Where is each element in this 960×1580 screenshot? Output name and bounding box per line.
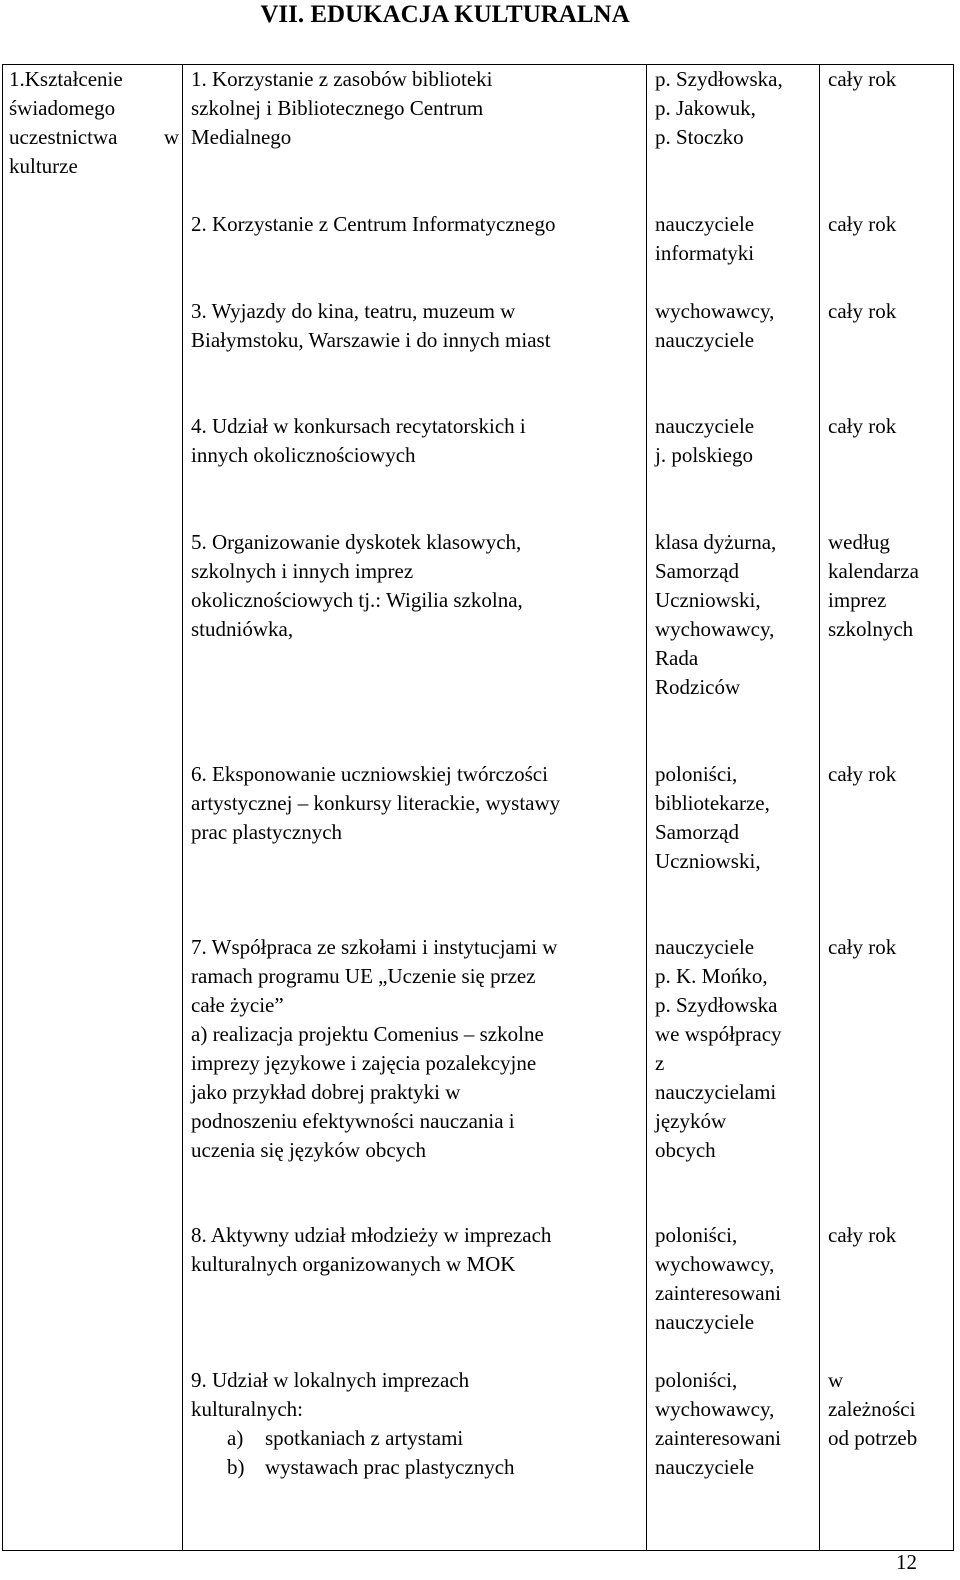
- responsible-line: p. Szydłowska: [655, 993, 778, 1017]
- task-cell: [191, 297, 551, 355]
- subitem-text: wystawach prac plastycznych: [265, 1455, 515, 1479]
- task-line: całe życie”: [191, 993, 284, 1017]
- task-line: 7. Współpraca ze szkołami i instytucjami w: [191, 935, 558, 959]
- task-line: innych okolicznościowych: [191, 443, 416, 467]
- task-line: 1. Korzystanie z zasobów biblioteki: [191, 67, 493, 91]
- task-line: Medialnego: [191, 125, 292, 149]
- category-word: w: [163, 125, 179, 149]
- task-line: szkolnej i Bibliotecznego Centrum: [191, 96, 484, 120]
- column-divider: [182, 65, 183, 1550]
- task-line: 4. Udział w konkursach recytatorskich i: [191, 414, 526, 438]
- task-cell: [191, 412, 526, 470]
- deadline-cell: [828, 528, 919, 644]
- column-divider: [819, 65, 820, 1550]
- responsible-line: poloniści,: [655, 762, 738, 786]
- responsible-line: zainteresowani: [655, 1426, 781, 1450]
- task-line: 2. Korzystanie z Centrum Informatycznego: [191, 212, 556, 236]
- responsible-line: wychowawcy,: [655, 617, 775, 641]
- responsible-line: z: [655, 1051, 665, 1075]
- category-line: [9, 123, 179, 152]
- responsible-cell: [655, 933, 782, 1165]
- responsible-line: Samorząd: [655, 559, 739, 583]
- task-cell: [191, 65, 493, 152]
- task-line: jako przykład dobrej praktyki w: [191, 1080, 461, 1104]
- deadline-line: w: [828, 1368, 844, 1392]
- responsible-line: p. Szydłowska,: [655, 67, 783, 91]
- responsible-line: wychowawcy,: [655, 1397, 775, 1421]
- task-line: prac plastycznych: [191, 820, 343, 844]
- task-cell: [191, 1221, 551, 1279]
- responsible-line: Samorząd: [655, 820, 739, 844]
- task-cell: [191, 210, 555, 239]
- responsible-line: p. Stoczko: [655, 125, 744, 149]
- deadline-line: od potrzeb: [828, 1426, 918, 1450]
- task-line: studniówka,: [191, 617, 294, 641]
- responsible-line: klasa dyżurna,: [655, 530, 777, 554]
- responsible-cell: [655, 528, 776, 702]
- task-line: szkolnych i innych imprez: [191, 559, 414, 583]
- deadline-cell: [828, 412, 896, 441]
- responsible-line: Rodziców: [655, 675, 741, 699]
- responsible-line: p. Jakowuk,: [655, 96, 756, 120]
- subitem-marker: a): [227, 1426, 244, 1450]
- category-line: kulturze: [9, 154, 78, 178]
- responsible-line: nauczycielami: [655, 1080, 777, 1104]
- responsible-line: nauczyciele: [655, 414, 755, 438]
- responsible-line: wychowawcy,: [655, 1252, 775, 1276]
- category-cell: [9, 65, 179, 181]
- deadline-cell: [828, 1221, 896, 1250]
- responsible-line: p. K. Mońko,: [655, 964, 768, 988]
- responsible-line: nauczyciele: [655, 328, 755, 352]
- deadline-cell: [828, 297, 896, 326]
- task-cell: [191, 760, 560, 847]
- task-line: artystycznej – konkursy literackie, wystawy: [191, 791, 561, 815]
- deadline-line: cały rok: [828, 762, 897, 786]
- responsible-line: nauczyciele: [655, 1310, 755, 1334]
- task-line: 3. Wyjazdy do kina, teatru, muzeum w: [191, 299, 516, 323]
- task-line: 9. Udział w lokalnych imprezach: [191, 1368, 470, 1392]
- subitem: [191, 1453, 515, 1482]
- task-line: imprezy językowe i zajęcia pozalekcyjne: [191, 1051, 537, 1075]
- deadline-line: kalendarza: [828, 559, 919, 583]
- responsible-cell: [655, 412, 754, 470]
- deadline-line: cały rok: [828, 67, 897, 91]
- deadline-line: według: [828, 530, 890, 554]
- responsible-line: poloniści,: [655, 1223, 738, 1247]
- deadline-line: imprez: [828, 588, 887, 612]
- responsible-line: wychowawcy,: [655, 299, 775, 323]
- responsible-cell: [655, 65, 783, 152]
- task-line: kulturalnych:: [191, 1397, 303, 1421]
- subitem-text: spotkaniach z artystami: [265, 1426, 464, 1450]
- responsible-line: nauczyciele: [655, 935, 755, 959]
- task-line: 5. Organizowanie dyskotek klasowych,: [191, 530, 522, 554]
- task-line: Białymstoku, Warszawie i do innych miast: [191, 328, 551, 352]
- category-line: świadomego: [9, 96, 116, 120]
- task-line: kulturalnych organizowanych w MOK: [191, 1252, 516, 1276]
- page-number: 12: [896, 1550, 917, 1574]
- column-divider: [646, 65, 647, 1550]
- page-title: VII. EDUKACJA KULTURALNA: [260, 1, 630, 28]
- task-line: podnoszeniu efektywności nauczania i: [191, 1109, 515, 1133]
- task-cell: [191, 933, 557, 1165]
- task-cell: [191, 1366, 515, 1482]
- subitem: [191, 1424, 515, 1453]
- task-line: uczenia się języków obcych: [191, 1138, 426, 1162]
- responsible-line: we współpracy: [655, 1022, 782, 1046]
- responsible-cell: [655, 1221, 781, 1337]
- deadline-cell: [828, 760, 896, 789]
- task-line: okolicznościowych tj.: Wigilia szkolna,: [191, 588, 523, 612]
- deadline-line: cały rok: [828, 1223, 897, 1247]
- responsible-line: Uczniowski,: [655, 588, 761, 612]
- category-line: 1.Kształcenie: [9, 67, 123, 91]
- responsible-line: informatyki: [655, 241, 755, 265]
- deadline-cell: [828, 65, 896, 94]
- subitem-marker: b): [227, 1455, 245, 1479]
- task-line: 6. Eksponowanie uczniowskiej twórczości: [191, 762, 548, 786]
- responsible-line: języków: [655, 1109, 727, 1133]
- responsible-line: zainteresowani: [655, 1281, 781, 1305]
- responsible-line: Uczniowski,: [655, 849, 761, 873]
- responsible-line: Rada: [655, 646, 699, 670]
- task-line: a) realizacja projektu Comenius – szkolne: [191, 1022, 544, 1046]
- responsible-line: obcych: [655, 1138, 716, 1162]
- responsible-line: j. polskiego: [655, 443, 753, 467]
- deadline-line: cały rok: [828, 212, 897, 236]
- responsible-cell: [655, 210, 754, 268]
- responsible-line: nauczyciele: [655, 1455, 755, 1479]
- deadline-line: zależności: [828, 1397, 916, 1421]
- deadline-cell: [828, 210, 896, 239]
- deadline-line: szkolnych: [828, 617, 914, 641]
- task-line: ramach programu UE „Uczenie się przez: [191, 964, 536, 988]
- task-line: 8. Aktywny udział młodzieży w imprezach: [191, 1223, 552, 1247]
- responsible-cell: [655, 1366, 781, 1482]
- deadline-cell: [828, 933, 896, 962]
- responsible-cell: [655, 760, 770, 876]
- responsible-line: nauczyciele: [655, 212, 755, 236]
- responsible-line: poloniści,: [655, 1368, 738, 1392]
- deadline-line: cały rok: [828, 299, 897, 323]
- education-plan-table: [2, 64, 954, 1551]
- responsible-line: bibliotekarze,: [655, 791, 770, 815]
- deadline-line: cały rok: [828, 414, 897, 438]
- responsible-cell: [655, 297, 774, 355]
- task-cell: [191, 528, 523, 644]
- deadline-cell: [828, 1366, 917, 1453]
- column-divider: [953, 65, 954, 1550]
- category-word: uczestnictwa: [9, 125, 118, 149]
- deadline-line: cały rok: [828, 935, 897, 959]
